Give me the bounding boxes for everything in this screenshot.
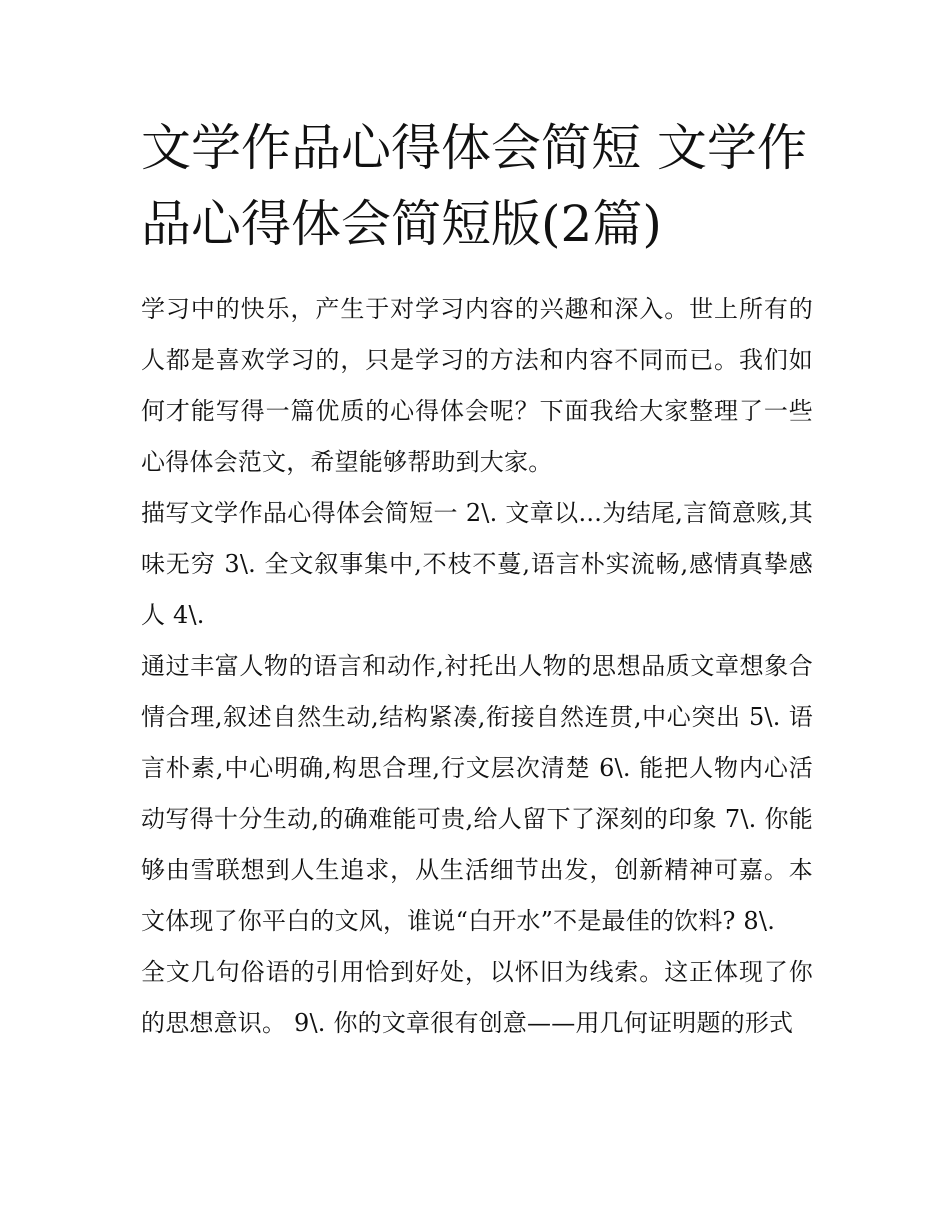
document-title: 文学作品心得体会简短 文学作品心得体会简短版(2篇): [141, 119, 807, 253]
paragraph-comments-2: 通过丰富人物的语言和动作,衬托出人物的思想品质文章想象合情合理,叙述自然生动,结构紧凑,衔接自然连贯,中心突出 5\. 语言朴素,中心明确,构思合理,行文层次清楚 6\. 能把人物内心活动写得十分生动,的确难能可贵,给人留下了深刻的印象 7\. 你能够由雪联想到人生追求，从生活细节出发，创新精神可嘉。本文体现了你平白的文风，谁说“白开水”不是最佳的饮料? 8\.: [141, 652, 813, 935]
paragraph-comments-3: 全文几句俗语的引用恰到好处，以怀旧为线索。这正体现了你的思想意识。 9\. 你的文章很有创意——用几何证明题的形式: [141, 958, 813, 1037]
paragraph-intro: 学习中的快乐，产生于对学习内容的兴趣和深入。世上所有的人都是喜欢学习的，只是学习的方法和内容不同而已。我们如何才能写得一篇优质的心得体会呢？下面我给大家整理了一些心得体会范文，希望能够帮助到大家。: [141, 295, 813, 476]
paragraph-comments-1: 描写文学作品心得体会简短一 2\. 文章以...为结尾,言简意赅,其味无穷 3\. 全文叙事集中,不枝不蔓,语言朴实流畅,感情真挚感人 4\.: [141, 499, 813, 629]
document-body: [141, 284, 813, 1049]
document-page: [141, 110, 813, 1049]
